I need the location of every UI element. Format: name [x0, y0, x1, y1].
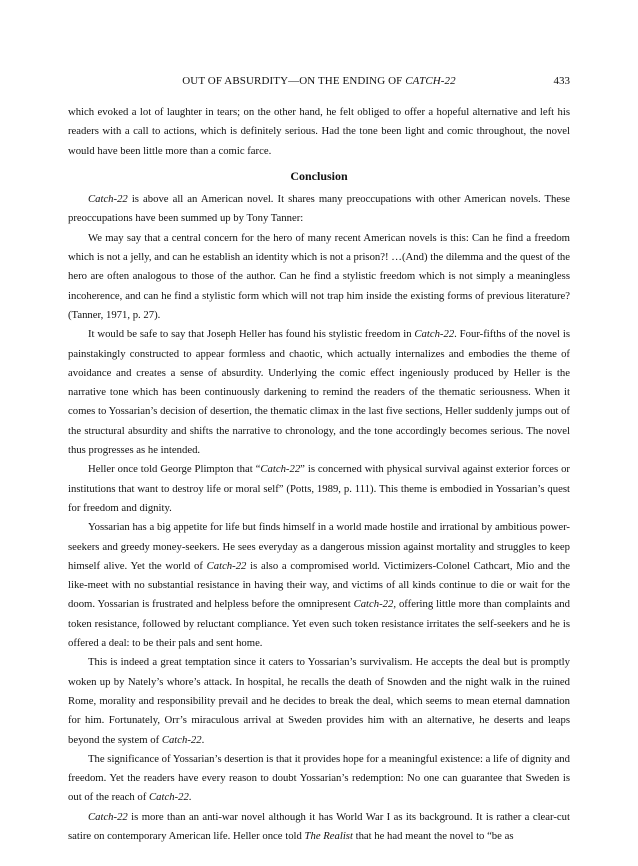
paragraph-1: Catch-22 is above all an American novel. It shares many preoccupations with other American novels. These preoccupations have been summed up by Tony Tanner:	[68, 193, 570, 225]
body-text	[68, 103, 570, 846]
running-head	[0, 73, 638, 89]
block-quote: We may say that a central concern for the hero of many recent American novels is this: Can he find a freedom which is not a jelly, and can he establish an identity which is not a prison?! …(And) the dilemma and the quest of the hero are often analogous to those of the author. Can he find a stylistic freedom which is not simply a meaningless incoherence, and can he find a stylistic form which will not trap him inside the existing forms of previous literature? (Tanner, 1971, p. 27).	[68, 231, 570, 321]
paragraph-6: This is indeed a great temptation since it caters to Yossarian’s survivalism. He accepts the deal but is promptly woken up by Nately’s whore’s attack. In hospital, he recalls the death of Snowden and the night walk in the ruined Rome, morality and responsibility prevail and he decides to break the deal, which seems to mean eternal damnation for him. Fortunately, Orr’s miraculous arrival at Sweden provides him with an alternative, he deserts and leaps beyond the system of Catch-22.	[68, 656, 570, 746]
paragraph-3: It would be safe to say that Joseph Heller has found his stylistic freedom in Catch-22. Four-fifths of the novel is painstakingly constructed to appear formless and chaotic, which actually internalizes and embodies the theme of avoidance and creates a sense of absurdity. Underlying the comic effect ingeniously produced by Heller is the narrative tone which has been continuously darkening to remind the readers of the thematic seriousness. When it comes to Yossarian’s decision of desertion, the thematic climax in the last five sections, Heller suddenly jumps out of the structural absurdity and shifts the narrative to chronology, and the tone accordingly becomes serious. The novel thus progresses as he intended.	[68, 328, 570, 457]
paragraph-continued: which evoked a lot of laughter in tears; on the other hand, he felt obliged to offer a hopeful alternative and left his readers with a call to actions, which is definitely serious. Had the tone been light and comic throughout, the novel would have been little more than a comic farce.	[68, 106, 570, 157]
paragraph-8: Catch-22 is more than an anti-war novel although it has World War I as its background. It is rather a clear-cut satire on contemporary American life. Heller once told The Realist that he had meant the novel to “be as	[68, 810, 570, 842]
paragraph-7: The significance of Yossarian’s desertion is that it provides hope for a meaningful existence: a life of dignity and freedom. Yet the readers have every reason to doubt Yossarian’s redemption: No one can guarantee that Sweden is out of the reach of Catch-22.	[68, 752, 570, 804]
page-number: 433	[553, 75, 570, 87]
running-title: OUT OF ABSURDITY—ON THE ENDING OF CATCH-22	[182, 75, 456, 87]
paragraph-4: Heller once told George Plimpton that “Catch-22” is concerned with physical survival against exterior forces or institutions that want to destroy life or moral self” (Potts, 1989, p. 111). This theme is embodied in Yossarian’s quest for freedom and dignity.	[68, 463, 570, 514]
paragraph-5: Yossarian has a big appetite for life but finds himself in a world made hostile and irrational by ambitious power-seekers and greedy money-seekers. He sees everyday as a dangerous mission against mortality and struggles to keep himself alive. Yet the world of Catch-22 is also a compromised world. Victimizers-Colonel Cathcart, Mio and the like-meet with no substantial resistance in having their way, and victims of all kinds continue to die or wait for the doom. Yossarian is frustrated and helpless before the omnipresent Catch-22, offering little more than complaints and token resistance, followed by reluctant compliance. Yet even such token resistance irritates the self-seekers and he is offered a deal: to be their pals and sent home.	[68, 521, 570, 650]
section-heading: Conclusion	[290, 168, 348, 183]
running-title-italic: CATCH-22	[405, 75, 456, 87]
